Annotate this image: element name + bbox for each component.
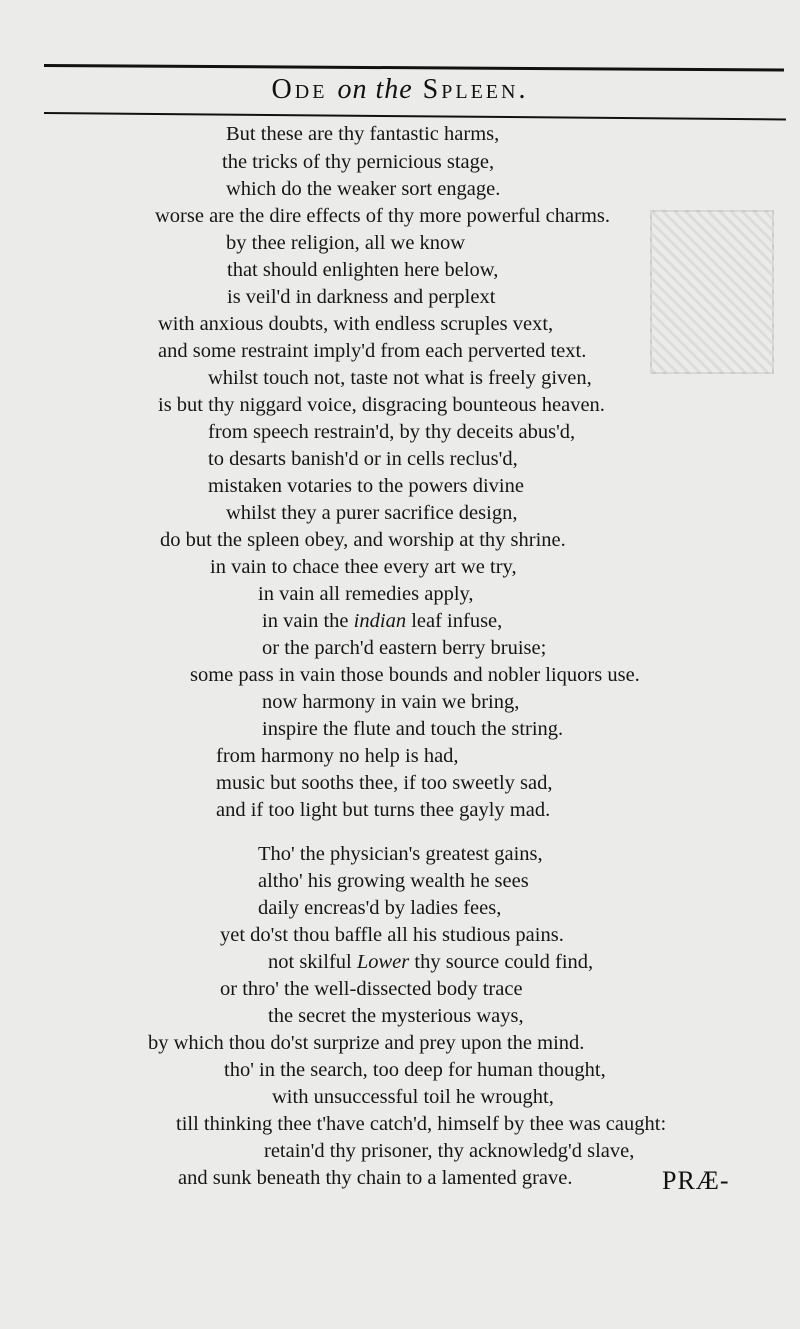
poem-line: to desarts banish'd or in cells reclus'd,: [208, 448, 518, 470]
poem-line: is veil'd in darkness and perplext: [227, 286, 496, 308]
poem-line: whilst they a purer sacrifice design,: [226, 502, 518, 524]
poem-line: retain'd thy prisoner, thy acknowledg'd slave,: [264, 1140, 635, 1162]
poem-line: and if too light but turns thee gayly mad.: [216, 799, 551, 821]
poem-line-part: in vain the: [262, 610, 349, 632]
poem-line: worse are the dire effects of thy more powerful charms.: [155, 205, 610, 227]
poem-line: or thro' the well-dissected body trace: [220, 978, 523, 1000]
catchword: PRÆ-: [662, 1166, 730, 1195]
poem-line: with anxious doubts, with endless scruples vext,: [158, 313, 554, 335]
poem-line: Tho' the physician's greatest gains,: [258, 843, 543, 865]
poem-line: and some restraint imply'd from each perverted text.: [158, 340, 587, 362]
poem-line: in vain all remedies apply,: [258, 583, 474, 605]
poem-line: or the parch'd eastern berry bruise;: [262, 637, 547, 659]
poem-line: till thinking thee t'have catch'd, himself by thee was caught:: [176, 1113, 667, 1135]
poem-line-part: leaf infuse,: [411, 610, 503, 632]
poem-line: daily encreas'd by ladies fees,: [258, 897, 502, 919]
running-head-on-the: on the: [337, 74, 413, 105]
poem-line: the tricks of thy pernicious stage,: [222, 151, 495, 173]
poem-line: is but thy niggard voice, disgracing bounteous heaven.: [158, 394, 605, 416]
poem-line: now harmony in vain we bring,: [262, 691, 520, 713]
poem-line: the secret the mysterious ways,: [268, 1005, 524, 1027]
poem-line: [262, 607, 502, 635]
poem-line: mistaken votaries to the powers divine: [208, 475, 524, 497]
poem-line-italic: Lower: [356, 951, 410, 973]
poem-line-part: not skilful: [268, 951, 352, 973]
poem-line: some pass in vain those bounds and nobler liquors use.: [190, 664, 640, 686]
poem-line: yet do'st thou baffle all his studious pains.: [220, 924, 564, 946]
poem-line: altho' his growing wealth he sees: [258, 870, 529, 892]
running-head-ode: Ode: [271, 74, 328, 105]
poem-line: by which thou do'st surprize and prey upon the mind.: [148, 1032, 585, 1054]
poem-line: by thee religion, all we know: [226, 232, 466, 254]
poem-line: from speech restrain'd, by thy deceits abus'd,: [208, 421, 576, 443]
poem-line-part: thy source could find,: [414, 951, 594, 973]
poem-line: in vain to chace thee every art we try,: [210, 556, 517, 578]
poem-line: and sunk beneath thy chain to a lamented grave.: [178, 1167, 573, 1189]
poem-line-italic: indian: [353, 610, 407, 632]
poem-line: with unsuccessful toil he wrought,: [272, 1086, 554, 1108]
poem-line: do but the spleen obey, and worship at thy shrine.: [160, 529, 566, 551]
poem-line: [268, 948, 593, 976]
running-head-spleen: Spleen.: [422, 74, 529, 105]
poem-line: which do the weaker sort engage.: [226, 178, 501, 200]
poem-line: music but sooths thee, if too sweetly sad,: [216, 772, 553, 794]
poem-line: inspire the flute and touch the string.: [262, 718, 564, 740]
poem-line: that should enlighten here below,: [227, 259, 499, 281]
poem-line: tho' in the search, too deep for human thought,: [224, 1059, 606, 1081]
poem-line: But these are thy fantastic harms,: [226, 123, 500, 145]
poem-line: whilst touch not, taste not what is freely given,: [208, 367, 592, 389]
poem-line: from harmony no help is had,: [216, 745, 459, 767]
